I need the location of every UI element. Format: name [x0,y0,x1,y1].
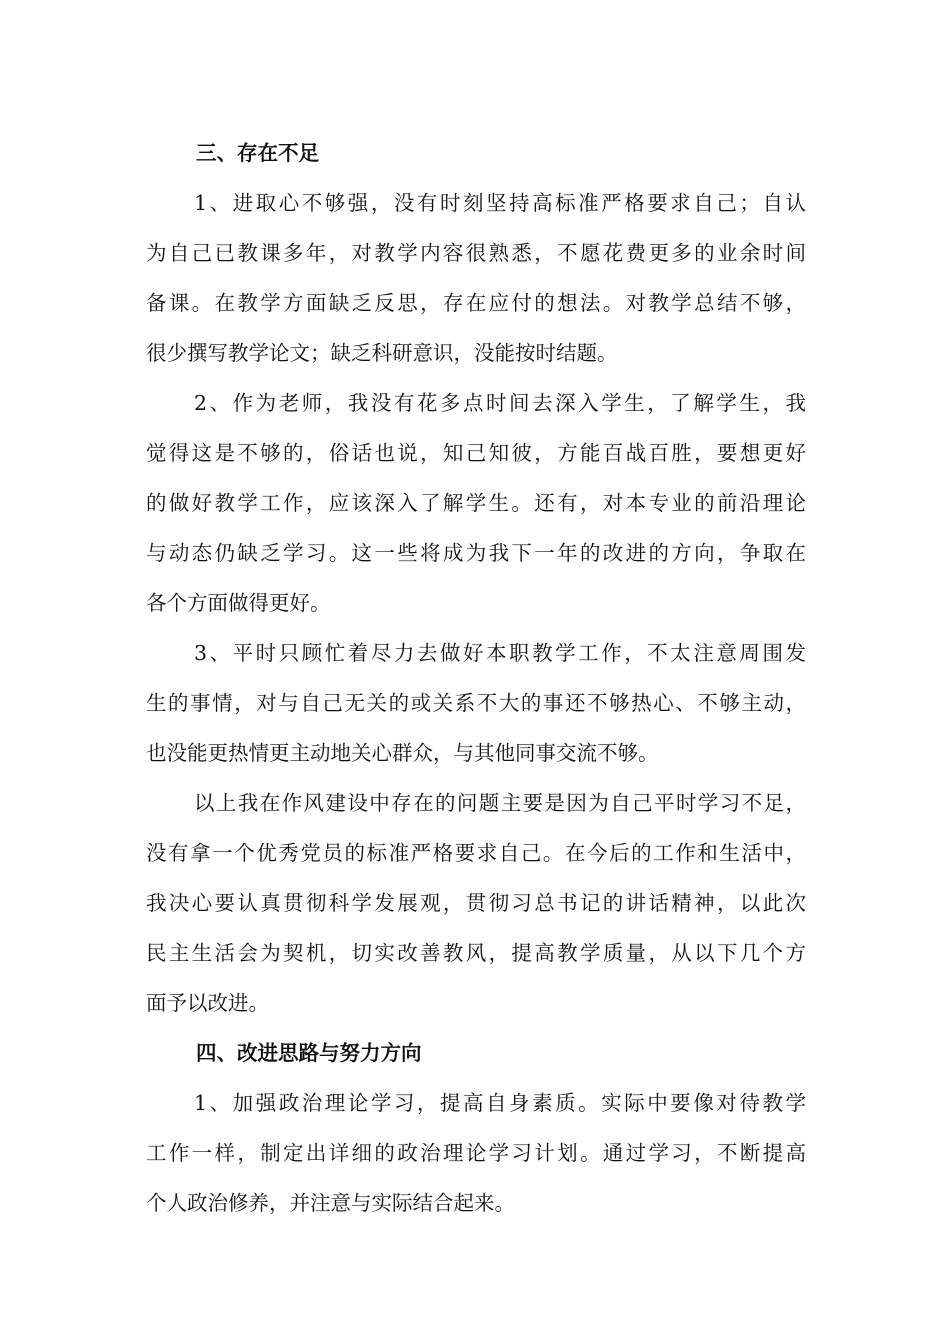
text-line: 2、作为老师，我没有花多点时间去深入学生，了解学生，我 [194,391,806,415]
text-line: 3、平时只顾忙着尽力去做好本职教学工作，不太注意周围发 [194,641,806,665]
text-line: 我决心要认真贯彻科学发展观，贯彻习总书记的讲话精神，以此次 [146,891,806,915]
text-line: 1、进取心不够强，没有时刻坚持高标准严格要求自己；自认 [194,191,806,215]
text-line: 生的事情，对与自己无关的或关系不大的事还不够热心、不够主动， [146,691,806,715]
text-line: 各个方面做得更好。 [146,591,331,615]
text-line: 民主生活会为契机，切实改善教风，提高教学质量，从以下几个方 [146,941,806,965]
text-line: 很少撰写教学论文；缺乏科研意识，没能按时结题。 [146,341,618,365]
paragraph-shortcoming-2 [146,378,806,628]
paragraph-summary [146,778,806,1028]
paragraph-shortcoming-3 [146,628,806,778]
text-line: 也没能更热情更主动地关心群众，与其他同事交流不够。 [146,741,659,765]
text-line: 以上我在作风建设中存在的问题主要是因为自己平时学习不足， [194,791,806,815]
text-line: 为自己已教课多年，对教学内容很熟悉，不愿花费更多的业余时间 [146,241,806,265]
text-line: 没有拿一个优秀党员的标准严格要求自己。在今后的工作和生活中， [146,841,806,865]
paragraph-improvement-1 [146,1078,806,1228]
text-line: 个人政治修养，并注意与实际结合起来。 [146,1191,515,1215]
section-heading-3: 三、存在不足 [196,141,319,165]
paragraph-shortcoming-1 [146,178,806,378]
document-body [146,128,806,1228]
text-line: 工作一样，制定出详细的政治理论学习计划。通过学习，不断提高 [146,1141,806,1165]
text-line: 备课。在教学方面缺乏反思，存在应付的想法。对教学总结不够， [146,291,806,315]
text-line: 觉得这是不够的，俗话也说，知己知彼，方能百战百胜，要想更好 [146,441,806,465]
text-line: 的做好教学工作，应该深入了解学生。还有，对本专业的前沿理论 [146,491,806,515]
text-line: 1、加强政治理论学习，提高自身素质。实际中要像对待教学 [194,1091,806,1115]
section-heading-4: 四、改进思路与努力方向 [196,1041,422,1065]
text-line: 与动态仍缺乏学习。这一些将成为我下一年的改进的方向，争取在 [146,541,806,565]
text-line: 面予以改进。 [146,991,269,1015]
